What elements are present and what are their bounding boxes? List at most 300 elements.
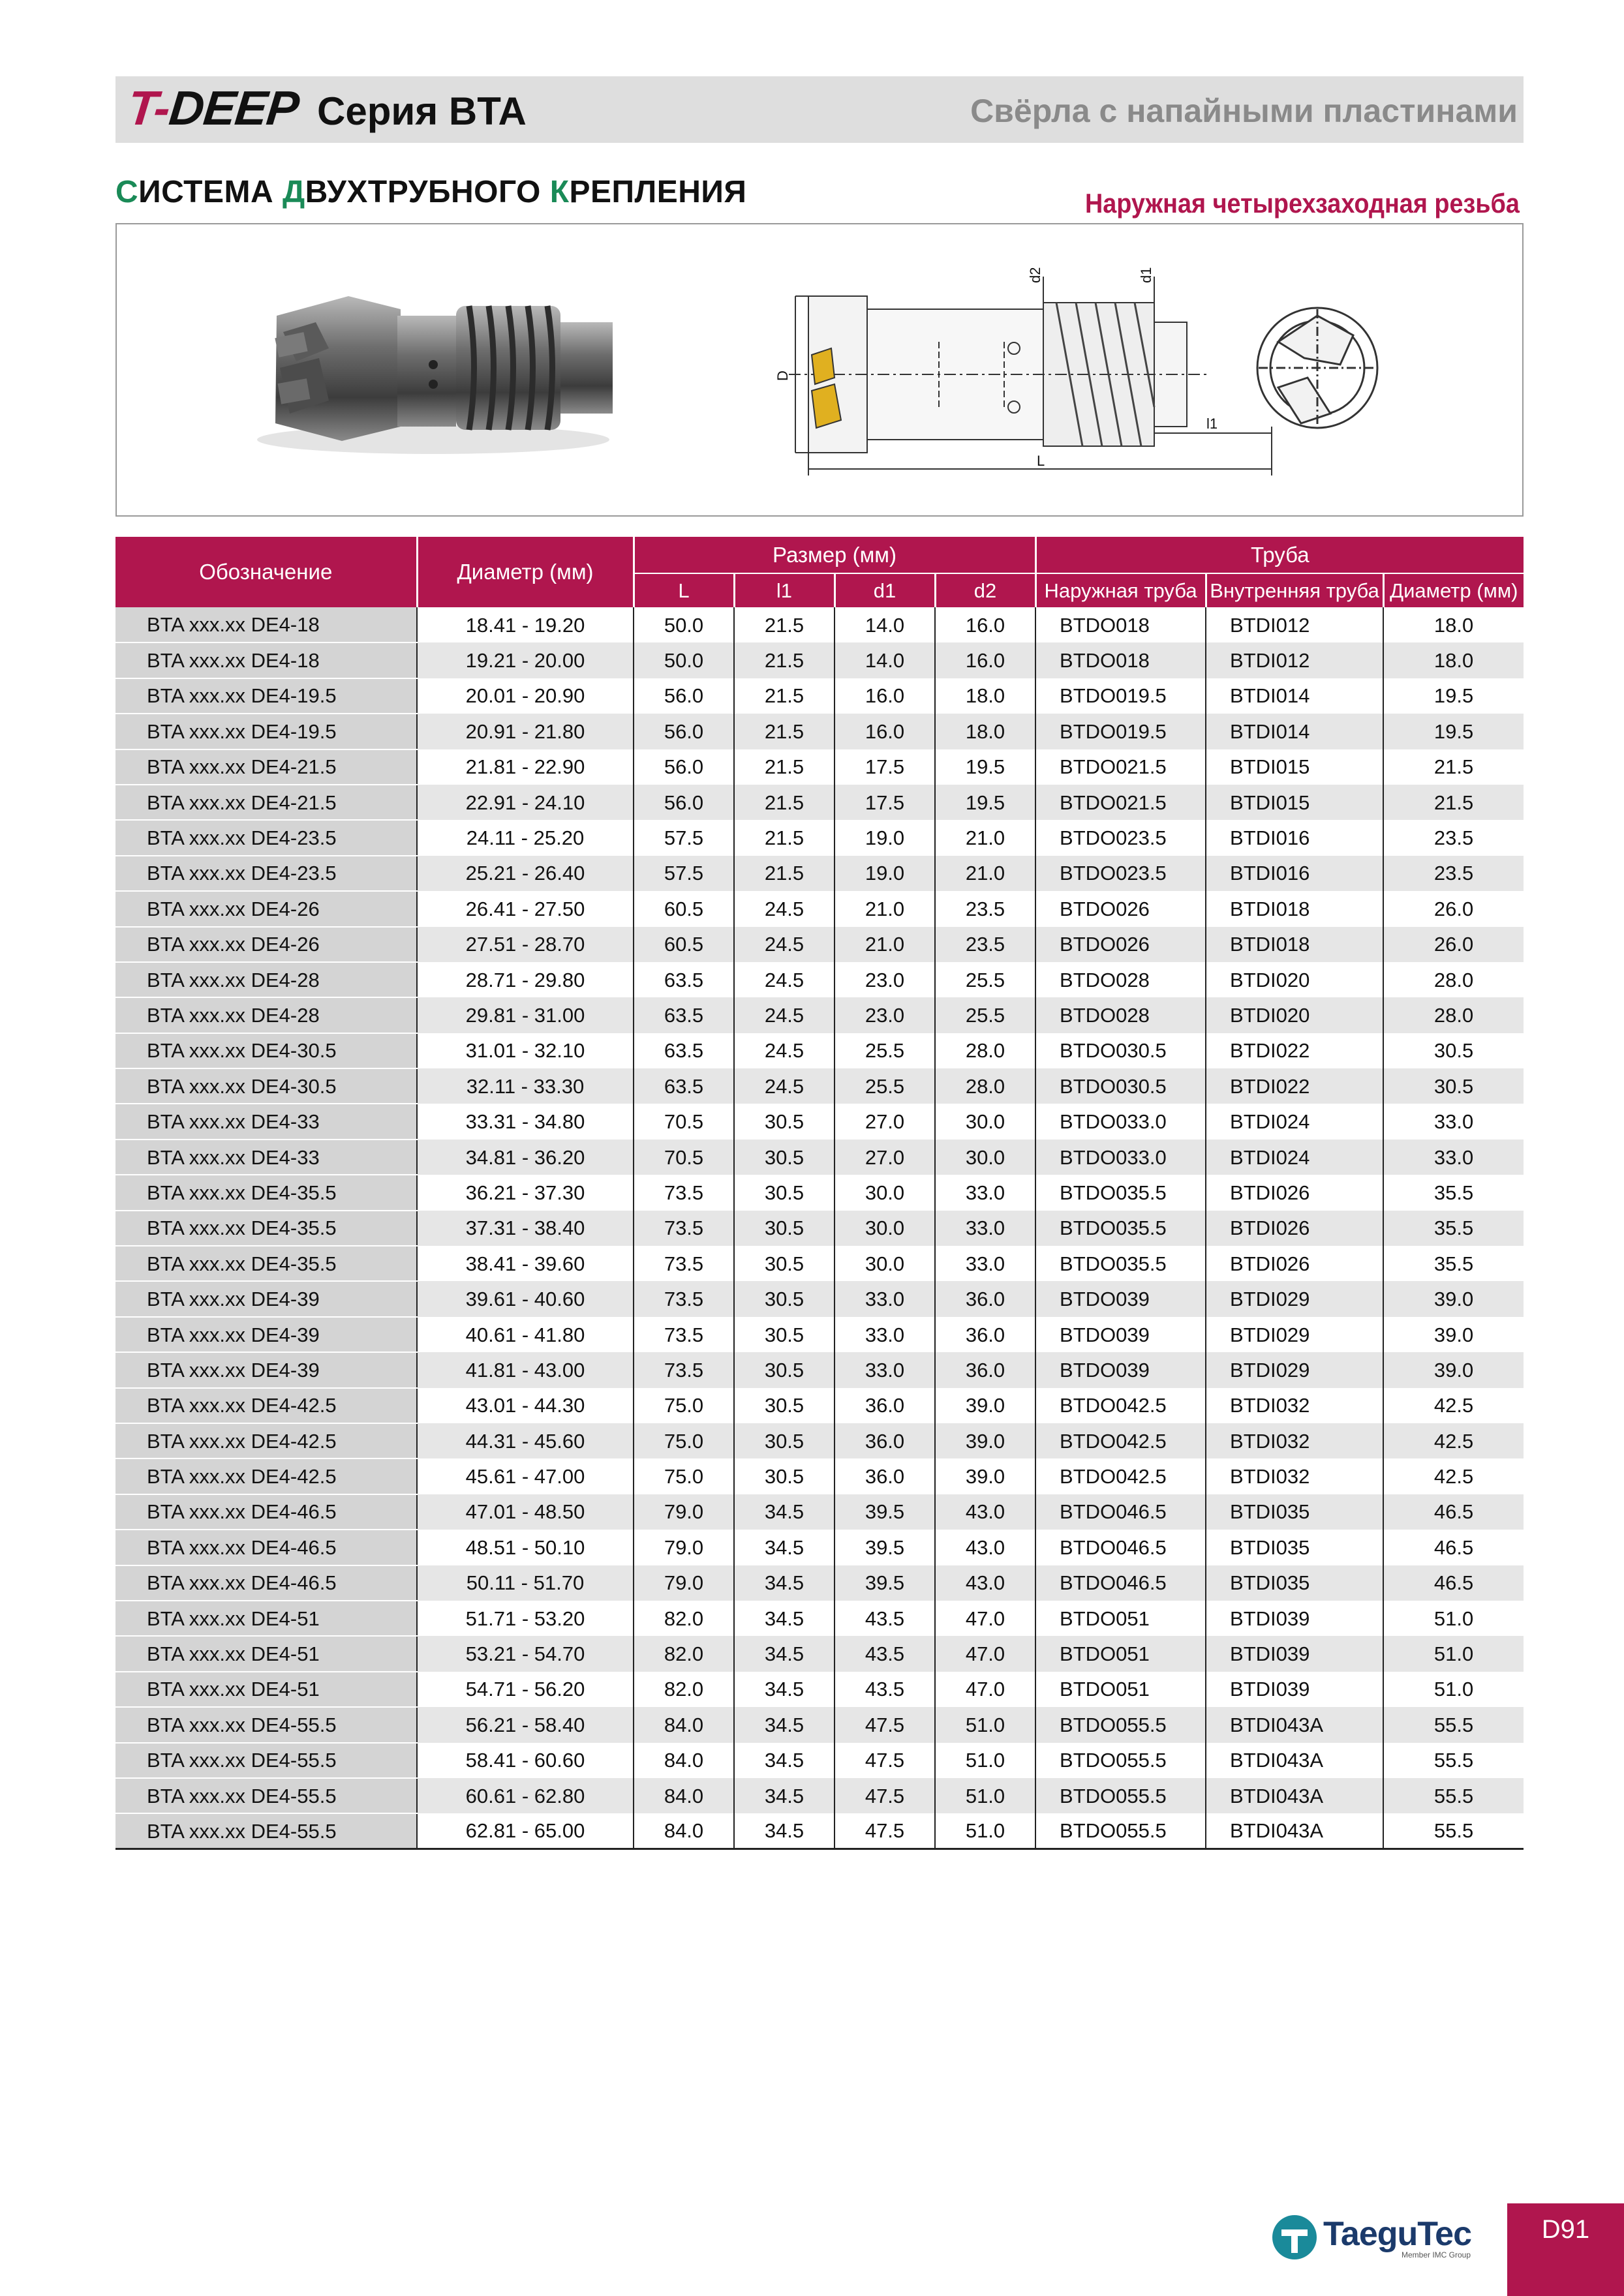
cell-inner-tube: BTDI039 <box>1206 1636 1383 1671</box>
cell-d1: 43.5 <box>835 1672 935 1707</box>
cell-L: 79.0 <box>634 1530 734 1565</box>
cell-d2: 36.0 <box>935 1352 1035 1387</box>
cell-d1: 17.5 <box>835 785 935 820</box>
cell-l1: 30.5 <box>734 1211 835 1246</box>
cell-inner-tube: BTDI026 <box>1206 1175 1383 1210</box>
cell-diameter: 24.11 - 25.20 <box>417 820 634 855</box>
cell-diameter: 48.51 - 50.10 <box>417 1530 634 1565</box>
cell-L: 82.0 <box>634 1636 734 1671</box>
cell-diameter: 33.31 - 34.80 <box>417 1104 634 1139</box>
cell-tube-diameter: 30.5 <box>1383 1068 1524 1104</box>
table-row <box>115 997 1524 1033</box>
cell-l1: 30.5 <box>734 1458 835 1494</box>
cell-inner-tube: BTDI043A <box>1206 1778 1383 1813</box>
table-row <box>115 927 1524 962</box>
cell-l1: 21.5 <box>734 642 835 678</box>
table-row <box>115 1423 1524 1458</box>
cell-L: 60.5 <box>634 891 734 926</box>
cell-tube-diameter: 26.0 <box>1383 927 1524 962</box>
cell-d1: 36.0 <box>835 1388 935 1423</box>
cell-diameter: 62.81 - 65.00 <box>417 1813 634 1849</box>
cell-L: 84.0 <box>634 1778 734 1813</box>
header-d2: d2 <box>935 573 1035 607</box>
table-row <box>115 1352 1524 1387</box>
cell-inner-tube: BTDI022 <box>1206 1068 1383 1104</box>
cell-l1: 34.5 <box>734 1565 835 1601</box>
cell-L: 63.5 <box>634 997 734 1033</box>
cell-inner-tube: BTDI039 <box>1206 1601 1383 1636</box>
cell-d2: 43.0 <box>935 1565 1035 1601</box>
cell-diameter: 27.51 - 28.70 <box>417 927 634 962</box>
cell-tube-diameter: 39.0 <box>1383 1317 1524 1352</box>
table-row <box>115 1033 1524 1068</box>
table-row <box>115 1494 1524 1530</box>
table-row <box>115 1813 1524 1849</box>
cell-outer-tube: BTDO030.5 <box>1035 1033 1206 1068</box>
brand-prefix: T- <box>125 81 173 135</box>
cell-designation: BTA xxx.xx DE4-19.5 <box>115 714 417 749</box>
table-body <box>115 607 1524 1849</box>
cell-designation: BTA xxx.xx DE4-30.5 <box>115 1068 417 1104</box>
cell-inner-tube: BTDI018 <box>1206 891 1383 926</box>
cell-diameter: 58.41 - 60.60 <box>417 1743 634 1778</box>
cell-diameter: 20.91 - 21.80 <box>417 714 634 749</box>
cell-inner-tube: BTDI014 <box>1206 714 1383 749</box>
drill-end-view <box>1239 290 1396 446</box>
cell-L: 70.5 <box>634 1140 734 1175</box>
cell-d2: 28.0 <box>935 1033 1035 1068</box>
cell-tube-diameter: 33.0 <box>1383 1140 1524 1175</box>
section-subtitle: Наружная четырехзаходная резьба <box>1085 188 1520 219</box>
cell-outer-tube: BTDO030.5 <box>1035 1068 1206 1104</box>
header-diameter: Диаметр (мм) <box>417 537 634 607</box>
cell-d1: 23.0 <box>835 997 935 1033</box>
cell-L: 56.0 <box>634 749 734 785</box>
cell-outer-tube: BTDO051 <box>1035 1601 1206 1636</box>
cell-outer-tube: BTDO021.5 <box>1035 749 1206 785</box>
cell-outer-tube: BTDO018 <box>1035 642 1206 678</box>
cell-d2: 51.0 <box>935 1813 1035 1849</box>
cell-l1: 30.5 <box>734 1317 835 1352</box>
header-tube-diameter: Диаметр (мм) <box>1383 573 1524 607</box>
cell-inner-tube: BTDI012 <box>1206 642 1383 678</box>
cell-inner-tube: BTDI029 <box>1206 1281 1383 1316</box>
cell-d1: 30.0 <box>835 1246 935 1281</box>
table-row <box>115 1636 1524 1671</box>
cell-diameter: 21.81 - 22.90 <box>417 749 634 785</box>
cell-l1: 21.5 <box>734 607 835 642</box>
cell-d2: 39.0 <box>935 1458 1035 1494</box>
cell-d1: 47.5 <box>835 1743 935 1778</box>
cell-designation: BTA xxx.xx DE4-51 <box>115 1636 417 1671</box>
drill-head-photo <box>237 270 629 466</box>
cell-tube-diameter: 33.0 <box>1383 1104 1524 1139</box>
cell-tube-diameter: 35.5 <box>1383 1246 1524 1281</box>
category-title: Свёрла с напайными пластинами <box>970 93 1518 129</box>
cell-d1: 21.0 <box>835 891 935 926</box>
cell-l1: 34.5 <box>734 1778 835 1813</box>
cell-inner-tube: BTDI024 <box>1206 1104 1383 1139</box>
cell-L: 82.0 <box>634 1601 734 1636</box>
cell-designation: BTA xxx.xx DE4-23.5 <box>115 856 417 891</box>
cell-diameter: 60.61 - 62.80 <box>417 1778 634 1813</box>
cell-designation: BTA xxx.xx DE4-28 <box>115 962 417 997</box>
cell-designation: BTA xxx.xx DE4-18 <box>115 642 417 678</box>
cell-outer-tube: BTDO051 <box>1035 1672 1206 1707</box>
cell-L: 56.0 <box>634 714 734 749</box>
header-inner-tube: Внутренняя труба <box>1206 573 1383 607</box>
cell-diameter: 40.61 - 41.80 <box>417 1317 634 1352</box>
cell-d1: 39.5 <box>835 1530 935 1565</box>
cell-designation: BTA xxx.xx DE4-46.5 <box>115 1530 417 1565</box>
cell-outer-tube: BTDO055.5 <box>1035 1813 1206 1849</box>
cell-outer-tube: BTDO046.5 <box>1035 1530 1206 1565</box>
cell-l1: 21.5 <box>734 785 835 820</box>
cell-inner-tube: BTDI039 <box>1206 1672 1383 1707</box>
cell-diameter: 19.21 - 20.00 <box>417 642 634 678</box>
cell-d1: 27.0 <box>835 1140 935 1175</box>
cell-L: 73.5 <box>634 1352 734 1387</box>
header-designation: Обозначение <box>115 537 417 607</box>
cell-inner-tube: BTDI015 <box>1206 785 1383 820</box>
cell-designation: BTA xxx.xx DE4-35.5 <box>115 1246 417 1281</box>
cell-tube-diameter: 55.5 <box>1383 1743 1524 1778</box>
cell-l1: 30.5 <box>734 1423 835 1458</box>
cell-l1: 30.5 <box>734 1175 835 1210</box>
cell-tube-diameter: 39.0 <box>1383 1281 1524 1316</box>
cell-d2: 23.5 <box>935 891 1035 926</box>
cell-l1: 21.5 <box>734 749 835 785</box>
cell-tube-diameter: 51.0 <box>1383 1601 1524 1636</box>
cell-L: 60.5 <box>634 927 734 962</box>
cell-d1: 19.0 <box>835 856 935 891</box>
specification-table <box>115 537 1524 1850</box>
table-row <box>115 642 1524 678</box>
title-rest-1: ИСТЕМА <box>138 175 283 209</box>
cell-diameter: 20.01 - 20.90 <box>417 678 634 714</box>
cell-outer-tube: BTDO046.5 <box>1035 1494 1206 1530</box>
cell-diameter: 50.11 - 51.70 <box>417 1565 634 1601</box>
table-row <box>115 1458 1524 1494</box>
cell-l1: 34.5 <box>734 1530 835 1565</box>
cell-tube-diameter: 42.5 <box>1383 1423 1524 1458</box>
cell-l1: 30.5 <box>734 1246 835 1281</box>
cell-outer-tube: BTDO051 <box>1035 1636 1206 1671</box>
cell-inner-tube: BTDI029 <box>1206 1352 1383 1387</box>
cell-designation: BTA xxx.xx DE4-39 <box>115 1352 417 1387</box>
cell-l1: 30.5 <box>734 1352 835 1387</box>
cell-d1: 23.0 <box>835 962 935 997</box>
table-row <box>115 607 1524 642</box>
cell-d1: 16.0 <box>835 714 935 749</box>
table-row <box>115 1104 1524 1139</box>
cell-L: 84.0 <box>634 1813 734 1849</box>
cell-tube-diameter: 51.0 <box>1383 1672 1524 1707</box>
cell-designation: BTA xxx.xx DE4-30.5 <box>115 1033 417 1068</box>
cell-diameter: 31.01 - 32.10 <box>417 1033 634 1068</box>
cell-tube-diameter: 35.5 <box>1383 1211 1524 1246</box>
dim-d2-label: d2 <box>1027 267 1043 283</box>
cell-outer-tube: BTDO021.5 <box>1035 785 1206 820</box>
cell-inner-tube: BTDI020 <box>1206 997 1383 1033</box>
cell-inner-tube: BTDI022 <box>1206 1033 1383 1068</box>
cell-L: 70.5 <box>634 1104 734 1139</box>
cell-l1: 24.5 <box>734 997 835 1033</box>
cell-diameter: 28.71 - 29.80 <box>417 962 634 997</box>
logo-text: TaeguTec <box>1323 2215 1472 2253</box>
cell-inner-tube: BTDI043A <box>1206 1707 1383 1742</box>
cell-L: 73.5 <box>634 1317 734 1352</box>
cell-outer-tube: BTDO028 <box>1035 997 1206 1033</box>
cell-d2: 16.0 <box>935 642 1035 678</box>
cell-tube-diameter: 30.5 <box>1383 1033 1524 1068</box>
cell-diameter: 44.31 - 45.60 <box>417 1423 634 1458</box>
cell-inner-tube: BTDI035 <box>1206 1494 1383 1530</box>
cell-d1: 21.0 <box>835 927 935 962</box>
cell-l1: 30.5 <box>734 1388 835 1423</box>
cell-diameter: 18.41 - 19.20 <box>417 607 634 642</box>
cell-tube-diameter: 42.5 <box>1383 1388 1524 1423</box>
header-L: L <box>634 573 734 607</box>
cell-tube-diameter: 19.5 <box>1383 678 1524 714</box>
cell-outer-tube: BTDO055.5 <box>1035 1707 1206 1742</box>
table-row <box>115 1175 1524 1210</box>
cell-diameter: 34.81 - 36.20 <box>417 1140 634 1175</box>
cell-l1: 34.5 <box>734 1601 835 1636</box>
table-row <box>115 891 1524 926</box>
table-row <box>115 1778 1524 1813</box>
cell-d2: 39.0 <box>935 1423 1035 1458</box>
cell-L: 82.0 <box>634 1672 734 1707</box>
table-row <box>115 1743 1524 1778</box>
cell-designation: BTA xxx.xx DE4-42.5 <box>115 1423 417 1458</box>
cell-inner-tube: BTDI018 <box>1206 927 1383 962</box>
cell-d1: 47.5 <box>835 1813 935 1849</box>
cell-diameter: 51.71 - 53.20 <box>417 1601 634 1636</box>
dim-L-label: L <box>1037 453 1045 469</box>
table-row <box>115 856 1524 891</box>
cell-d1: 39.5 <box>835 1494 935 1530</box>
header-d1: d1 <box>835 573 935 607</box>
cell-tube-diameter: 46.5 <box>1383 1494 1524 1530</box>
cell-tube-diameter: 55.5 <box>1383 1813 1524 1849</box>
cell-inner-tube: BTDI043A <box>1206 1813 1383 1849</box>
cell-tube-diameter: 23.5 <box>1383 856 1524 891</box>
cell-diameter: 45.61 - 47.00 <box>417 1458 634 1494</box>
cell-l1: 30.5 <box>734 1104 835 1139</box>
cell-outer-tube: BTDO039 <box>1035 1281 1206 1316</box>
cell-inner-tube: BTDI026 <box>1206 1246 1383 1281</box>
cell-inner-tube: BTDI029 <box>1206 1317 1383 1352</box>
cell-outer-tube: BTDO026 <box>1035 891 1206 926</box>
cell-d2: 33.0 <box>935 1175 1035 1210</box>
cell-diameter: 47.01 - 48.50 <box>417 1494 634 1530</box>
series-title: Серия BTA <box>317 89 527 133</box>
table-row <box>115 1388 1524 1423</box>
cell-diameter: 37.31 - 38.40 <box>417 1211 634 1246</box>
cell-L: 73.5 <box>634 1246 734 1281</box>
cell-inner-tube: BTDI016 <box>1206 820 1383 855</box>
cell-inner-tube: BTDI012 <box>1206 607 1383 642</box>
cell-l1: 21.5 <box>734 820 835 855</box>
table-row <box>115 1565 1524 1601</box>
cell-d2: 43.0 <box>935 1494 1035 1530</box>
cell-inner-tube: BTDI032 <box>1206 1458 1383 1494</box>
cell-L: 84.0 <box>634 1743 734 1778</box>
cell-d1: 33.0 <box>835 1281 935 1316</box>
cell-tube-diameter: 39.0 <box>1383 1352 1524 1387</box>
cell-designation: BTA xxx.xx DE4-21.5 <box>115 749 417 785</box>
cell-diameter: 54.71 - 56.20 <box>417 1672 634 1707</box>
cell-d1: 16.0 <box>835 678 935 714</box>
cell-tube-diameter: 19.5 <box>1383 714 1524 749</box>
cell-l1: 24.5 <box>734 1033 835 1068</box>
table-row <box>115 678 1524 714</box>
cell-l1: 24.5 <box>734 891 835 926</box>
table-row <box>115 820 1524 855</box>
cell-l1: 34.5 <box>734 1707 835 1742</box>
cell-outer-tube: BTDO046.5 <box>1035 1565 1206 1601</box>
cell-L: 73.5 <box>634 1281 734 1316</box>
cell-d2: 47.0 <box>935 1601 1035 1636</box>
cell-designation: BTA xxx.xx DE4-42.5 <box>115 1388 417 1423</box>
cell-designation: BTA xxx.xx DE4-39 <box>115 1281 417 1316</box>
cell-d1: 47.5 <box>835 1707 935 1742</box>
cell-tube-diameter: 55.5 <box>1383 1707 1524 1742</box>
cell-tube-diameter: 46.5 <box>1383 1530 1524 1565</box>
cell-l1: 24.5 <box>734 962 835 997</box>
cell-outer-tube: BTDO028 <box>1035 962 1206 997</box>
cell-diameter: 29.81 - 31.00 <box>417 997 634 1033</box>
cell-d1: 43.5 <box>835 1636 935 1671</box>
title-cap-2: Д <box>282 175 305 209</box>
cell-diameter: 22.91 - 24.10 <box>417 785 634 820</box>
cell-diameter: 53.21 - 54.70 <box>417 1636 634 1671</box>
cell-d2: 51.0 <box>935 1707 1035 1742</box>
cell-diameter: 32.11 - 33.30 <box>417 1068 634 1104</box>
cell-inner-tube: BTDI024 <box>1206 1140 1383 1175</box>
cell-L: 63.5 <box>634 962 734 997</box>
cell-inner-tube: BTDI032 <box>1206 1423 1383 1458</box>
cell-L: 75.0 <box>634 1458 734 1494</box>
cell-outer-tube: BTDO019.5 <box>1035 714 1206 749</box>
table-row <box>115 1530 1524 1565</box>
cell-outer-tube: BTDO019.5 <box>1035 678 1206 714</box>
cell-d1: 36.0 <box>835 1458 935 1494</box>
cell-d1: 30.0 <box>835 1175 935 1210</box>
title-rest-2: ВУХТРУБНОГО <box>305 175 550 209</box>
cell-outer-tube: BTDO055.5 <box>1035 1778 1206 1813</box>
cell-designation: BTA xxx.xx DE4-51 <box>115 1672 417 1707</box>
cell-outer-tube: BTDO018 <box>1035 607 1206 642</box>
product-image-frame <box>115 223 1524 517</box>
cell-designation: BTA xxx.xx DE4-23.5 <box>115 820 417 855</box>
cell-diameter: 36.21 - 37.30 <box>417 1175 634 1210</box>
cell-d1: 30.0 <box>835 1211 935 1246</box>
cell-d1: 17.5 <box>835 749 935 785</box>
cell-d1: 27.0 <box>835 1104 935 1139</box>
table-row <box>115 962 1524 997</box>
cell-inner-tube: BTDI014 <box>1206 678 1383 714</box>
table-row <box>115 1601 1524 1636</box>
cell-inner-tube: BTDI015 <box>1206 749 1383 785</box>
table-row <box>115 1140 1524 1175</box>
cell-outer-tube: BTDO023.5 <box>1035 856 1206 891</box>
cell-diameter: 39.61 - 40.60 <box>417 1281 634 1316</box>
cell-L: 57.5 <box>634 820 734 855</box>
cell-outer-tube: BTDO026 <box>1035 927 1206 962</box>
cell-d1: 25.5 <box>835 1068 935 1104</box>
cell-d1: 39.5 <box>835 1565 935 1601</box>
page-number: D91 <box>1507 2203 1624 2296</box>
cell-l1: 21.5 <box>734 678 835 714</box>
cell-diameter: 38.41 - 39.60 <box>417 1246 634 1281</box>
header-size-group: Размер (мм) <box>634 537 1035 573</box>
cell-inner-tube: BTDI035 <box>1206 1565 1383 1601</box>
table-row <box>115 1211 1524 1246</box>
cell-l1: 34.5 <box>734 1813 835 1849</box>
cell-tube-diameter: 28.0 <box>1383 962 1524 997</box>
cell-designation: BTA xxx.xx DE4-39 <box>115 1317 417 1352</box>
title-cap-3: К <box>549 175 570 209</box>
cell-L: 79.0 <box>634 1494 734 1530</box>
cell-L: 57.5 <box>634 856 734 891</box>
table-row <box>115 1707 1524 1742</box>
cell-L: 56.0 <box>634 678 734 714</box>
dim-d1-label: d1 <box>1138 267 1154 283</box>
cell-d2: 47.0 <box>935 1636 1035 1671</box>
cell-inner-tube: BTDI020 <box>1206 962 1383 997</box>
cell-L: 63.5 <box>634 1068 734 1104</box>
cell-designation: BTA xxx.xx DE4-18 <box>115 607 417 642</box>
cell-tube-diameter: 51.0 <box>1383 1636 1524 1671</box>
cell-inner-tube: BTDI016 <box>1206 856 1383 891</box>
table-row <box>115 785 1524 820</box>
cell-outer-tube: BTDO035.5 <box>1035 1211 1206 1246</box>
cell-d1: 43.5 <box>835 1601 935 1636</box>
cell-tube-diameter: 21.5 <box>1383 785 1524 820</box>
cell-L: 79.0 <box>634 1565 734 1601</box>
cell-outer-tube: BTDO033.0 <box>1035 1104 1206 1139</box>
cell-l1: 34.5 <box>734 1672 835 1707</box>
cell-designation: BTA xxx.xx DE4-28 <box>115 997 417 1033</box>
table-row <box>115 714 1524 749</box>
cell-tube-diameter: 23.5 <box>1383 820 1524 855</box>
cell-designation: BTA xxx.xx DE4-26 <box>115 927 417 962</box>
cell-L: 63.5 <box>634 1033 734 1068</box>
cell-tube-diameter: 18.0 <box>1383 607 1524 642</box>
table-row <box>115 749 1524 785</box>
table-row <box>115 1068 1524 1104</box>
logo-member-text: Member IMC Group <box>1402 2250 1471 2259</box>
cell-tube-diameter: 55.5 <box>1383 1778 1524 1813</box>
cell-outer-tube: BTDO035.5 <box>1035 1175 1206 1210</box>
cell-diameter: 43.01 - 44.30 <box>417 1388 634 1423</box>
cell-designation: BTA xxx.xx DE4-46.5 <box>115 1565 417 1601</box>
cell-d2: 23.5 <box>935 927 1035 962</box>
cell-d2: 36.0 <box>935 1281 1035 1316</box>
cell-d2: 36.0 <box>935 1317 1035 1352</box>
table-row <box>115 1317 1524 1352</box>
cell-l1: 21.5 <box>734 714 835 749</box>
cell-d2: 19.5 <box>935 785 1035 820</box>
cell-d2: 25.5 <box>935 962 1035 997</box>
cell-tube-diameter: 42.5 <box>1383 1458 1524 1494</box>
cell-d2: 30.0 <box>935 1140 1035 1175</box>
cell-d1: 33.0 <box>835 1352 935 1387</box>
cell-outer-tube: BTDO023.5 <box>1035 820 1206 855</box>
cell-d2: 39.0 <box>935 1388 1035 1423</box>
